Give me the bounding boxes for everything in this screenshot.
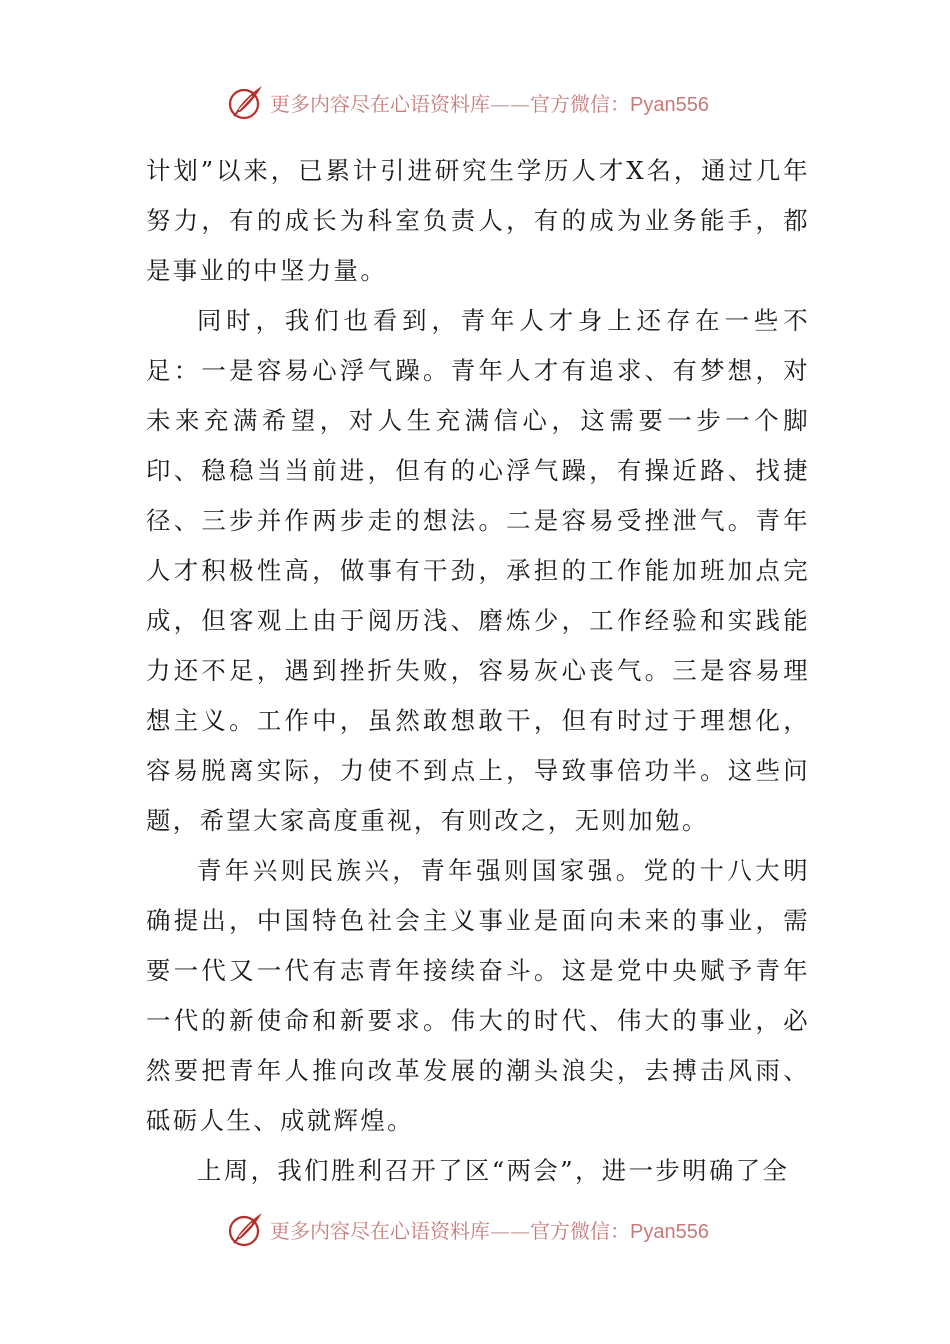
quill-logo-icon	[226, 1209, 266, 1249]
footer-banner-site: 更多内容尽在心语资料库	[270, 1218, 490, 1243]
header-banner-site: 更多内容尽在心语资料库	[270, 91, 490, 116]
header-banner	[226, 80, 709, 124]
document-body	[146, 146, 810, 1196]
footer-banner	[226, 1207, 709, 1251]
footer-banner-separator: ——	[490, 1218, 530, 1243]
paragraph-1: 计划”以来，已累计引进研究生学历人才X名，通过几年努力，有的成长为科室负责人，有的成为业务能手，都是事业的中坚力量。	[146, 156, 810, 285]
header-banner-text	[270, 88, 709, 117]
paragraph-4: 上周，我们胜利召开了区“两会”，进一步明确了全	[197, 1156, 790, 1185]
quill-logo-icon	[226, 82, 266, 122]
footer-banner-label: 官方微信：	[530, 1218, 630, 1243]
footer-banner-wechat: Pyan556	[630, 1220, 709, 1243]
header-banner-wechat: Pyan556	[630, 93, 709, 116]
header-banner-separator: ——	[490, 91, 530, 116]
paragraph-3: 青年兴则民族兴，青年强则国家强。党的十八大明确提出，中国特色社会主义事业是面向未来的事业，需要一代又一代有志青年接续奋斗。这是党中央赋予青年一代的新使命和新要求。伟大的时代、伟大的事业，必然要把青年人推向改革发展的潮头浪尖，去搏击风雨、砥砺人生、成就辉煌。	[146, 856, 810, 1135]
footer-banner-text	[270, 1215, 709, 1244]
header-banner-label: 官方微信：	[530, 91, 630, 116]
paragraph-2: 同时，我们也看到，青年人才身上还存在一些不足：一是容易心浮气躁。青年人才有追求、有梦想，对未来充满希望，对人生充满信心，这需要一步一个脚印、稳稳当当前进，但有的心浮气躁，有操近路、找捷径、三步并作两步走的想法。二是容易受挫泄气。青年人才积极性高，做事有干劲，承担的工作能加班加点完成，但客观上由于阅历浅、磨炼少，工作经验和实践能力还不足，遇到挫折失败，容易灰心丧气。三是容易理想主义。工作中，虽然敢想敢干，但有时过于理想化，容易脱离实际，力使不到点上，导致事倍功半。这些问题，希望大家高度重视，有则改之，无则加勉。	[146, 306, 810, 835]
